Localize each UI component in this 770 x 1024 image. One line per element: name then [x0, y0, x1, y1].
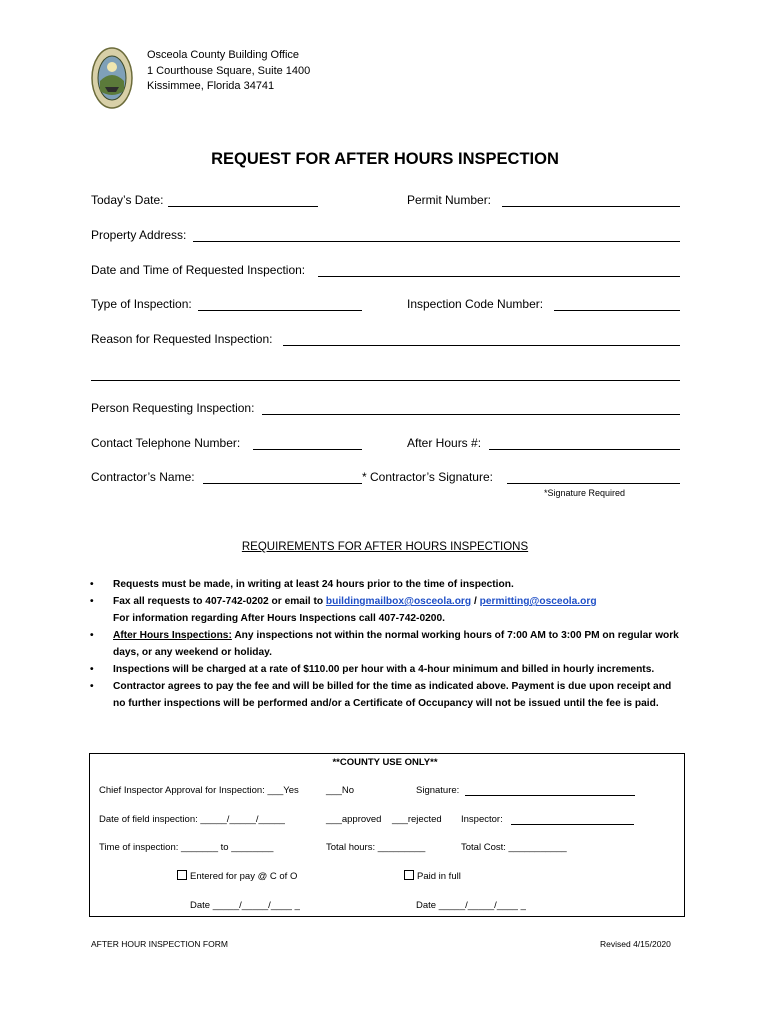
person-requesting-label: Person Requesting Inspection:: [91, 401, 255, 415]
time-of-inspection: Time of inspection: _______ to ________: [99, 842, 274, 853]
contractor-name-label: Contractor’s Name:: [91, 470, 195, 484]
list-item: [90, 576, 684, 593]
reason-field[interactable]: [283, 345, 680, 346]
paid-in-full-label: Paid in full: [417, 871, 461, 882]
contractor-signature-label: * Contractor’s Signature:: [362, 470, 493, 484]
property-address-label: Property Address:: [91, 228, 187, 242]
chief-approval: Chief Inspector Approval for Inspection: ___Yes: [99, 785, 299, 796]
requirements-heading: REQUIREMENTS FOR AFTER HOURS INSPECTIONS: [241, 541, 529, 553]
permit-number-field[interactable]: [502, 206, 680, 207]
requirement-text: Requests must be made, in writing at least 24 hours prior to the time of inspection.: [113, 579, 514, 590]
todays-date-label: Today’s Date:: [91, 193, 164, 207]
signature-field[interactable]: [465, 795, 635, 796]
address-line-1: 1 Courthouse Square, Suite 1400: [147, 64, 311, 77]
footer-form-name: AFTER HOUR INSPECTION FORM: [91, 939, 228, 949]
inspector-label: Inspector:: [461, 814, 503, 825]
type-of-inspection-field[interactable]: [198, 310, 362, 311]
after-hours-label: After Hours #:: [407, 436, 482, 450]
reason-field-line-2[interactable]: [91, 380, 680, 381]
todays-date-field[interactable]: [168, 206, 318, 207]
total-cost: Total Cost: ___________: [461, 842, 567, 853]
date-right: Date _____/_____/____ _: [416, 900, 526, 911]
after-hours-field[interactable]: [489, 449, 680, 450]
list-item: [90, 627, 684, 661]
contractor-signature-field[interactable]: [507, 483, 680, 484]
requirement-text: For information regarding After Hours Inspections call 407-742-0200.: [113, 613, 445, 624]
field-inspection-date: Date of field inspection: _____/_____/_____: [99, 814, 285, 825]
reason-label: Reason for Requested Inspection:: [91, 332, 273, 346]
email-link-permitting[interactable]: permitting@osceola.org: [479, 596, 597, 607]
requirement-text: Fax all requests to 407-742-0202 or email to: [113, 596, 326, 607]
total-hours: Total hours: _________: [326, 842, 426, 853]
form-title: REQUEST FOR AFTER HOURS INSPECTION: [211, 150, 559, 168]
requirement-text: Contractor agrees to pay the fee and will be billed for the time as indicated above. Payment is due upon receipt and no further inspections will be performed and/or a Certificate of Occupancy will not be issued until the fee is paid.: [113, 681, 672, 709]
email-separator: /: [471, 596, 480, 607]
requirements-list: [90, 576, 684, 712]
entered-for-pay-label: Entered for pay @ C of O: [190, 871, 298, 882]
bullet: •: [90, 681, 94, 692]
list-item: [90, 593, 684, 627]
list-item: [90, 678, 684, 712]
requested-datetime-label: Date and Time of Requested Inspection:: [91, 263, 306, 277]
inspection-code-label: Inspection Code Number:: [407, 297, 544, 311]
county-use-heading: **COUNTY USE ONLY**: [332, 757, 438, 768]
office-address: [147, 48, 310, 95]
contractor-name-field[interactable]: [203, 483, 362, 484]
approval-no: ___No: [326, 785, 354, 796]
permit-number-label: Permit Number:: [407, 193, 492, 207]
bullet: •: [90, 630, 94, 641]
signature-label: Signature:: [416, 785, 460, 796]
requirement-term: After Hours Inspections:: [113, 630, 232, 641]
approved-option: ___approved: [326, 814, 382, 825]
entered-for-pay-option[interactable]: [177, 870, 297, 882]
signature-required-note: *Signature Required: [544, 488, 626, 498]
requested-datetime-field[interactable]: [318, 276, 680, 277]
inspector-field[interactable]: [511, 824, 634, 825]
county-seal-logo: [91, 47, 133, 109]
bullet: •: [90, 596, 94, 607]
contact-phone-label: Contact Telephone Number:: [91, 436, 241, 450]
footer-revised: Revised 4/15/2020: [600, 939, 671, 949]
rejected-option: ___rejected: [392, 814, 442, 825]
requirement-text: Inspections will be charged at a rate of $110.00 per hour with a 4-hour minimum and billed in hourly increments.: [113, 664, 655, 675]
checkbox-icon[interactable]: [177, 870, 187, 880]
paid-in-full-option[interactable]: [404, 870, 461, 882]
checkbox-icon[interactable]: [404, 870, 414, 880]
property-address-field[interactable]: [193, 241, 680, 242]
email-link-buildingmailbox[interactable]: buildingmailbox@osceola.org: [325, 596, 472, 607]
person-requesting-field[interactable]: [262, 414, 680, 415]
bullet: •: [90, 579, 94, 590]
office-name: Osceola County Building Office: [147, 49, 300, 61]
county-use-box: [89, 753, 685, 917]
inspection-code-field[interactable]: [554, 310, 680, 311]
type-of-inspection-label: Type of Inspection:: [91, 297, 192, 311]
date-left: Date _____/_____/____ _: [190, 900, 300, 911]
list-item: [90, 661, 684, 678]
address-line-2: Kissimmee, Florida 34741: [147, 80, 275, 92]
requirement-text: Any inspections not within the normal working hours of 7:00 AM to 3:00 PM on regular work days, or any weekend or holiday.: [113, 630, 679, 658]
contact-phone-field[interactable]: [253, 449, 362, 450]
bullet: •: [90, 664, 94, 675]
